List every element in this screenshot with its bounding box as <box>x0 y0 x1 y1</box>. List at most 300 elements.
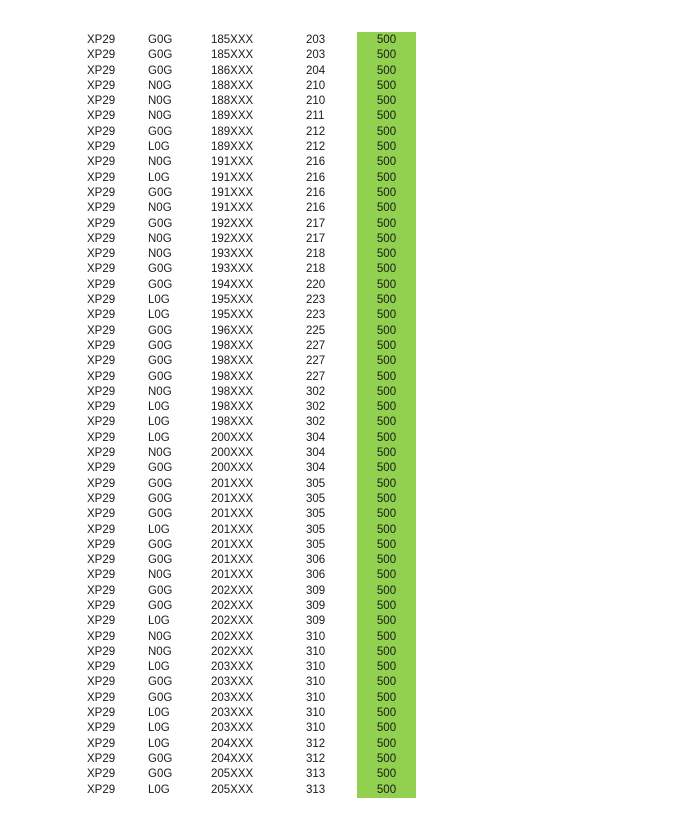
range-cell: 195XXX <box>211 294 254 307</box>
table-row <box>0 155 694 170</box>
table-row <box>0 278 694 293</box>
range-cell: 189XXX <box>211 125 254 138</box>
group-cell: G0G <box>148 217 173 230</box>
table-row <box>0 217 694 232</box>
number-cell: 305 <box>306 477 326 490</box>
group-cell: L0G <box>148 707 170 720</box>
table-row <box>0 370 694 385</box>
code-cell: XP29 <box>87 49 116 62</box>
range-cell: 202XXX <box>211 615 254 628</box>
number-cell: 305 <box>306 538 326 551</box>
range-cell: 201XXX <box>211 508 254 521</box>
table-row <box>0 308 694 323</box>
range-cell: 202XXX <box>211 630 254 643</box>
table-row <box>0 584 694 599</box>
qty-cell: 500 <box>376 492 397 505</box>
table-row <box>0 109 694 124</box>
table-row <box>0 614 694 629</box>
number-cell: 306 <box>306 569 326 582</box>
group-cell: G0G <box>148 355 173 368</box>
range-cell: 192XXX <box>211 232 254 245</box>
table-row <box>0 48 694 63</box>
range-cell: 191XXX <box>211 186 254 199</box>
number-cell: 310 <box>306 645 326 658</box>
number-cell: 223 <box>306 294 326 307</box>
group-cell: N0G <box>148 630 172 643</box>
number-cell: 218 <box>306 248 326 261</box>
range-cell: 194XXX <box>211 278 254 291</box>
code-cell: XP29 <box>87 110 116 123</box>
qty-cell: 500 <box>376 248 397 261</box>
code-cell: XP29 <box>87 554 116 567</box>
number-cell: 309 <box>306 584 326 597</box>
code-cell: XP29 <box>87 707 116 720</box>
code-cell: XP29 <box>87 676 116 689</box>
number-cell: 212 <box>306 141 326 154</box>
number-cell: 302 <box>306 401 326 414</box>
code-cell: XP29 <box>87 385 116 398</box>
qty-cell: 500 <box>376 768 397 781</box>
range-cell: 189XXX <box>211 110 254 123</box>
group-cell: N0G <box>148 232 172 245</box>
group-cell: G0G <box>148 752 173 765</box>
qty-cell: 500 <box>376 370 397 383</box>
code-cell: XP29 <box>87 462 116 475</box>
table-row <box>0 568 694 583</box>
group-cell: L0G <box>148 783 170 796</box>
number-cell: 217 <box>306 232 326 245</box>
code-cell: XP29 <box>87 79 116 92</box>
table-row <box>0 262 694 277</box>
table-row <box>0 232 694 247</box>
group-cell: L0G <box>148 294 170 307</box>
qty-cell: 500 <box>376 447 397 460</box>
qty-cell: 500 <box>376 691 397 704</box>
qty-cell: 500 <box>376 217 397 230</box>
code-cell: XP29 <box>87 523 116 536</box>
table-row <box>0 737 694 752</box>
number-cell: 313 <box>306 768 326 781</box>
range-cell: 201XXX <box>211 492 254 505</box>
group-cell: L0G <box>148 401 170 414</box>
code-cell: XP29 <box>87 156 116 169</box>
code-cell: XP29 <box>87 477 116 490</box>
code-cell: XP29 <box>87 661 116 674</box>
code-cell: XP29 <box>87 584 116 597</box>
group-cell: G0G <box>148 324 173 337</box>
qty-cell: 500 <box>376 110 397 123</box>
group-cell: L0G <box>148 523 170 536</box>
group-cell: G0G <box>148 339 173 352</box>
group-cell: N0G <box>148 95 172 108</box>
code-cell: XP29 <box>87 783 116 796</box>
code-cell: XP29 <box>87 431 116 444</box>
number-cell: 310 <box>306 676 326 689</box>
range-cell: 201XXX <box>211 523 254 536</box>
number-cell: 304 <box>306 462 326 475</box>
group-cell: L0G <box>148 615 170 628</box>
table-row <box>0 339 694 354</box>
qty-cell: 500 <box>376 584 397 597</box>
number-cell: 220 <box>306 278 326 291</box>
range-cell: 189XXX <box>211 141 254 154</box>
table-row <box>0 492 694 507</box>
code-cell: XP29 <box>87 248 116 261</box>
range-cell: 198XXX <box>211 416 254 429</box>
qty-cell: 500 <box>376 263 397 276</box>
number-cell: 227 <box>306 370 326 383</box>
code-cell: XP29 <box>87 447 116 460</box>
group-cell: N0G <box>148 645 172 658</box>
table-row <box>0 140 694 155</box>
group-cell: L0G <box>148 171 170 184</box>
group-cell: G0G <box>148 370 173 383</box>
group-cell: L0G <box>148 722 170 735</box>
table-row <box>0 354 694 369</box>
number-cell: 310 <box>306 722 326 735</box>
range-cell: 202XXX <box>211 599 254 612</box>
code-cell: XP29 <box>87 538 116 551</box>
number-cell: 310 <box>306 661 326 674</box>
number-cell: 227 <box>306 355 326 368</box>
group-cell: N0G <box>148 202 172 215</box>
group-cell: G0G <box>148 584 173 597</box>
group-cell: G0G <box>148 64 173 77</box>
code-cell: XP29 <box>87 492 116 505</box>
group-cell: N0G <box>148 447 172 460</box>
range-cell: 191XXX <box>211 171 254 184</box>
table-row <box>0 415 694 430</box>
table-row <box>0 446 694 461</box>
qty-cell: 500 <box>376 569 397 582</box>
number-cell: 302 <box>306 416 326 429</box>
number-cell: 203 <box>306 34 326 46</box>
number-cell: 212 <box>306 125 326 138</box>
group-cell: L0G <box>148 661 170 674</box>
group-cell: G0G <box>148 263 173 276</box>
table-row <box>0 431 694 446</box>
table-row <box>0 752 694 767</box>
code-cell: XP29 <box>87 309 116 322</box>
table-row <box>0 660 694 675</box>
number-cell: 309 <box>306 615 326 628</box>
qty-cell: 500 <box>376 630 397 643</box>
qty-cell: 500 <box>376 783 397 796</box>
range-cell: 203XXX <box>211 661 254 674</box>
qty-cell: 500 <box>376 232 397 245</box>
group-cell: G0G <box>148 492 173 505</box>
code-cell: XP29 <box>87 171 116 184</box>
range-cell: 203XXX <box>211 676 254 689</box>
number-cell: 306 <box>306 554 326 567</box>
code-cell: XP29 <box>87 217 116 230</box>
number-cell: 217 <box>306 217 326 230</box>
number-cell: 305 <box>306 523 326 536</box>
number-cell: 204 <box>306 64 326 77</box>
table-row <box>0 721 694 736</box>
qty-cell: 500 <box>376 79 397 92</box>
table-row <box>0 201 694 216</box>
qty-cell: 500 <box>376 34 397 46</box>
table-row <box>0 538 694 553</box>
table-row <box>0 477 694 492</box>
code-cell: XP29 <box>87 722 116 735</box>
range-cell: 205XXX <box>211 783 254 796</box>
data-table <box>0 33 694 798</box>
number-cell: 310 <box>306 707 326 720</box>
range-cell: 201XXX <box>211 554 254 567</box>
group-cell: L0G <box>148 416 170 429</box>
group-cell: G0G <box>148 599 173 612</box>
code-cell: XP29 <box>87 263 116 276</box>
qty-cell: 500 <box>376 202 397 215</box>
qty-cell: 500 <box>376 171 397 184</box>
group-cell: G0G <box>148 49 173 62</box>
number-cell: 310 <box>306 630 326 643</box>
group-cell: N0G <box>148 110 172 123</box>
code-cell: XP29 <box>87 141 116 154</box>
number-cell: 227 <box>306 339 326 352</box>
range-cell: 193XXX <box>211 263 254 276</box>
code-cell: XP29 <box>87 64 116 77</box>
code-cell: XP29 <box>87 95 116 108</box>
range-cell: 192XXX <box>211 217 254 230</box>
qty-cell: 500 <box>376 339 397 352</box>
number-cell: 312 <box>306 737 326 750</box>
code-cell: XP29 <box>87 645 116 658</box>
range-cell: 200XXX <box>211 462 254 475</box>
group-cell: G0G <box>148 691 173 704</box>
table-row <box>0 783 694 798</box>
range-cell: 198XXX <box>211 385 254 398</box>
group-cell: G0G <box>148 508 173 521</box>
number-cell: 216 <box>306 202 326 215</box>
range-cell: 198XXX <box>211 370 254 383</box>
table-row <box>0 645 694 660</box>
code-cell: XP29 <box>87 416 116 429</box>
number-cell: 305 <box>306 492 326 505</box>
group-cell: L0G <box>148 737 170 750</box>
range-cell: 200XXX <box>211 431 254 444</box>
table-row <box>0 33 694 48</box>
range-cell: 198XXX <box>211 355 254 368</box>
number-cell: 211 <box>306 110 325 123</box>
qty-cell: 500 <box>376 156 397 169</box>
table-row <box>0 691 694 706</box>
range-cell: 196XXX <box>211 324 254 337</box>
number-cell: 216 <box>306 171 326 184</box>
number-cell: 223 <box>306 309 326 322</box>
table-row <box>0 507 694 522</box>
number-cell: 210 <box>306 79 326 92</box>
table-row <box>0 247 694 262</box>
code-cell: XP29 <box>87 339 116 352</box>
group-cell: G0G <box>148 477 173 490</box>
qty-cell: 500 <box>376 294 397 307</box>
number-cell: 304 <box>306 431 326 444</box>
table-row <box>0 293 694 308</box>
code-cell: XP29 <box>87 294 116 307</box>
qty-cell: 500 <box>376 737 397 750</box>
range-cell: 186XXX <box>211 64 254 77</box>
number-cell: 210 <box>306 95 326 108</box>
group-cell: L0G <box>148 309 170 322</box>
number-cell: 304 <box>306 447 326 460</box>
table-row <box>0 675 694 690</box>
range-cell: 188XXX <box>211 79 254 92</box>
group-cell: G0G <box>148 186 173 199</box>
number-cell: 203 <box>306 49 326 62</box>
table-row <box>0 553 694 568</box>
group-cell: G0G <box>148 554 173 567</box>
qty-cell: 500 <box>376 309 397 322</box>
table-row <box>0 767 694 782</box>
range-cell: 201XXX <box>211 477 254 490</box>
group-cell: N0G <box>148 156 172 169</box>
code-cell: XP29 <box>87 691 116 704</box>
range-cell: 195XXX <box>211 309 254 322</box>
group-cell: G0G <box>148 462 173 475</box>
qty-cell: 500 <box>376 477 397 490</box>
qty-cell: 500 <box>376 538 397 551</box>
qty-cell: 500 <box>376 401 397 414</box>
qty-cell: 500 <box>376 141 397 154</box>
code-cell: XP29 <box>87 232 116 245</box>
number-cell: 216 <box>306 156 326 169</box>
range-cell: 185XXX <box>211 34 254 46</box>
table-row <box>0 324 694 339</box>
code-cell: XP29 <box>87 355 116 368</box>
code-cell: XP29 <box>87 768 116 781</box>
group-cell: G0G <box>148 278 173 291</box>
range-cell: 188XXX <box>211 95 254 108</box>
range-cell: 193XXX <box>211 248 254 261</box>
qty-cell: 500 <box>376 508 397 521</box>
code-cell: XP29 <box>87 630 116 643</box>
table-row <box>0 385 694 400</box>
number-cell: 302 <box>306 385 326 398</box>
table-row <box>0 64 694 79</box>
qty-cell: 500 <box>376 324 397 337</box>
code-cell: XP29 <box>87 508 116 521</box>
code-cell: XP29 <box>87 278 116 291</box>
code-cell: XP29 <box>87 125 116 138</box>
code-cell: XP29 <box>87 569 116 582</box>
table-row <box>0 461 694 476</box>
number-cell: 309 <box>306 599 326 612</box>
qty-cell: 500 <box>376 125 397 138</box>
qty-cell: 500 <box>376 661 397 674</box>
range-cell: 185XXX <box>211 49 254 62</box>
group-cell: N0G <box>148 569 172 582</box>
table-row <box>0 400 694 415</box>
qty-cell: 500 <box>376 95 397 108</box>
qty-cell: 500 <box>376 676 397 689</box>
code-cell: XP29 <box>87 324 116 337</box>
qty-cell: 500 <box>376 385 397 398</box>
qty-cell: 500 <box>376 64 397 77</box>
table-row <box>0 523 694 538</box>
group-cell: G0G <box>148 125 173 138</box>
group-cell: G0G <box>148 768 173 781</box>
table-row <box>0 79 694 94</box>
qty-cell: 500 <box>376 523 397 536</box>
code-cell: XP29 <box>87 186 116 199</box>
group-cell: G0G <box>148 34 173 46</box>
qty-cell: 500 <box>376 416 397 429</box>
code-cell: XP29 <box>87 370 116 383</box>
qty-cell: 500 <box>376 752 397 765</box>
code-cell: XP29 <box>87 615 116 628</box>
group-cell: N0G <box>148 385 172 398</box>
qty-cell: 500 <box>376 599 397 612</box>
qty-cell: 500 <box>376 722 397 735</box>
range-cell: 191XXX <box>211 202 254 215</box>
range-cell: 204XXX <box>211 737 254 750</box>
range-cell: 198XXX <box>211 339 254 352</box>
range-cell: 203XXX <box>211 691 254 704</box>
qty-cell: 500 <box>376 554 397 567</box>
range-cell: 204XXX <box>211 752 254 765</box>
range-cell: 201XXX <box>211 538 254 551</box>
qty-cell: 500 <box>376 49 397 62</box>
code-cell: XP29 <box>87 34 116 46</box>
qty-cell: 500 <box>376 278 397 291</box>
number-cell: 313 <box>306 783 326 796</box>
code-cell: XP29 <box>87 599 116 612</box>
qty-cell: 500 <box>376 615 397 628</box>
qty-cell: 500 <box>376 431 397 444</box>
range-cell: 205XXX <box>211 768 254 781</box>
range-cell: 201XXX <box>211 569 254 582</box>
table-row <box>0 125 694 140</box>
code-cell: XP29 <box>87 202 116 215</box>
number-cell: 312 <box>306 752 326 765</box>
qty-cell: 500 <box>376 462 397 475</box>
range-cell: 191XXX <box>211 156 254 169</box>
number-cell: 216 <box>306 186 326 199</box>
range-cell: 202XXX <box>211 645 254 658</box>
range-cell: 198XXX <box>211 401 254 414</box>
range-cell: 203XXX <box>211 722 254 735</box>
qty-cell: 500 <box>376 355 397 368</box>
table-row <box>0 706 694 721</box>
number-cell: 305 <box>306 508 326 521</box>
number-cell: 225 <box>306 324 326 337</box>
table-row <box>0 171 694 186</box>
group-cell: L0G <box>148 141 170 154</box>
table-row <box>0 599 694 614</box>
qty-cell: 500 <box>376 186 397 199</box>
qty-cell: 500 <box>376 707 397 720</box>
table-row <box>0 630 694 645</box>
number-cell: 218 <box>306 263 326 276</box>
code-cell: XP29 <box>87 737 116 750</box>
code-cell: XP29 <box>87 752 116 765</box>
number-cell: 310 <box>306 691 326 704</box>
group-cell: G0G <box>148 538 173 551</box>
table-row <box>0 186 694 201</box>
range-cell: 202XXX <box>211 584 254 597</box>
table-row <box>0 94 694 109</box>
range-cell: 200XXX <box>211 447 254 460</box>
group-cell: L0G <box>148 431 170 444</box>
group-cell: N0G <box>148 79 172 92</box>
group-cell: N0G <box>148 248 172 261</box>
range-cell: 203XXX <box>211 707 254 720</box>
group-cell: G0G <box>148 676 173 689</box>
qty-cell: 500 <box>376 645 397 658</box>
